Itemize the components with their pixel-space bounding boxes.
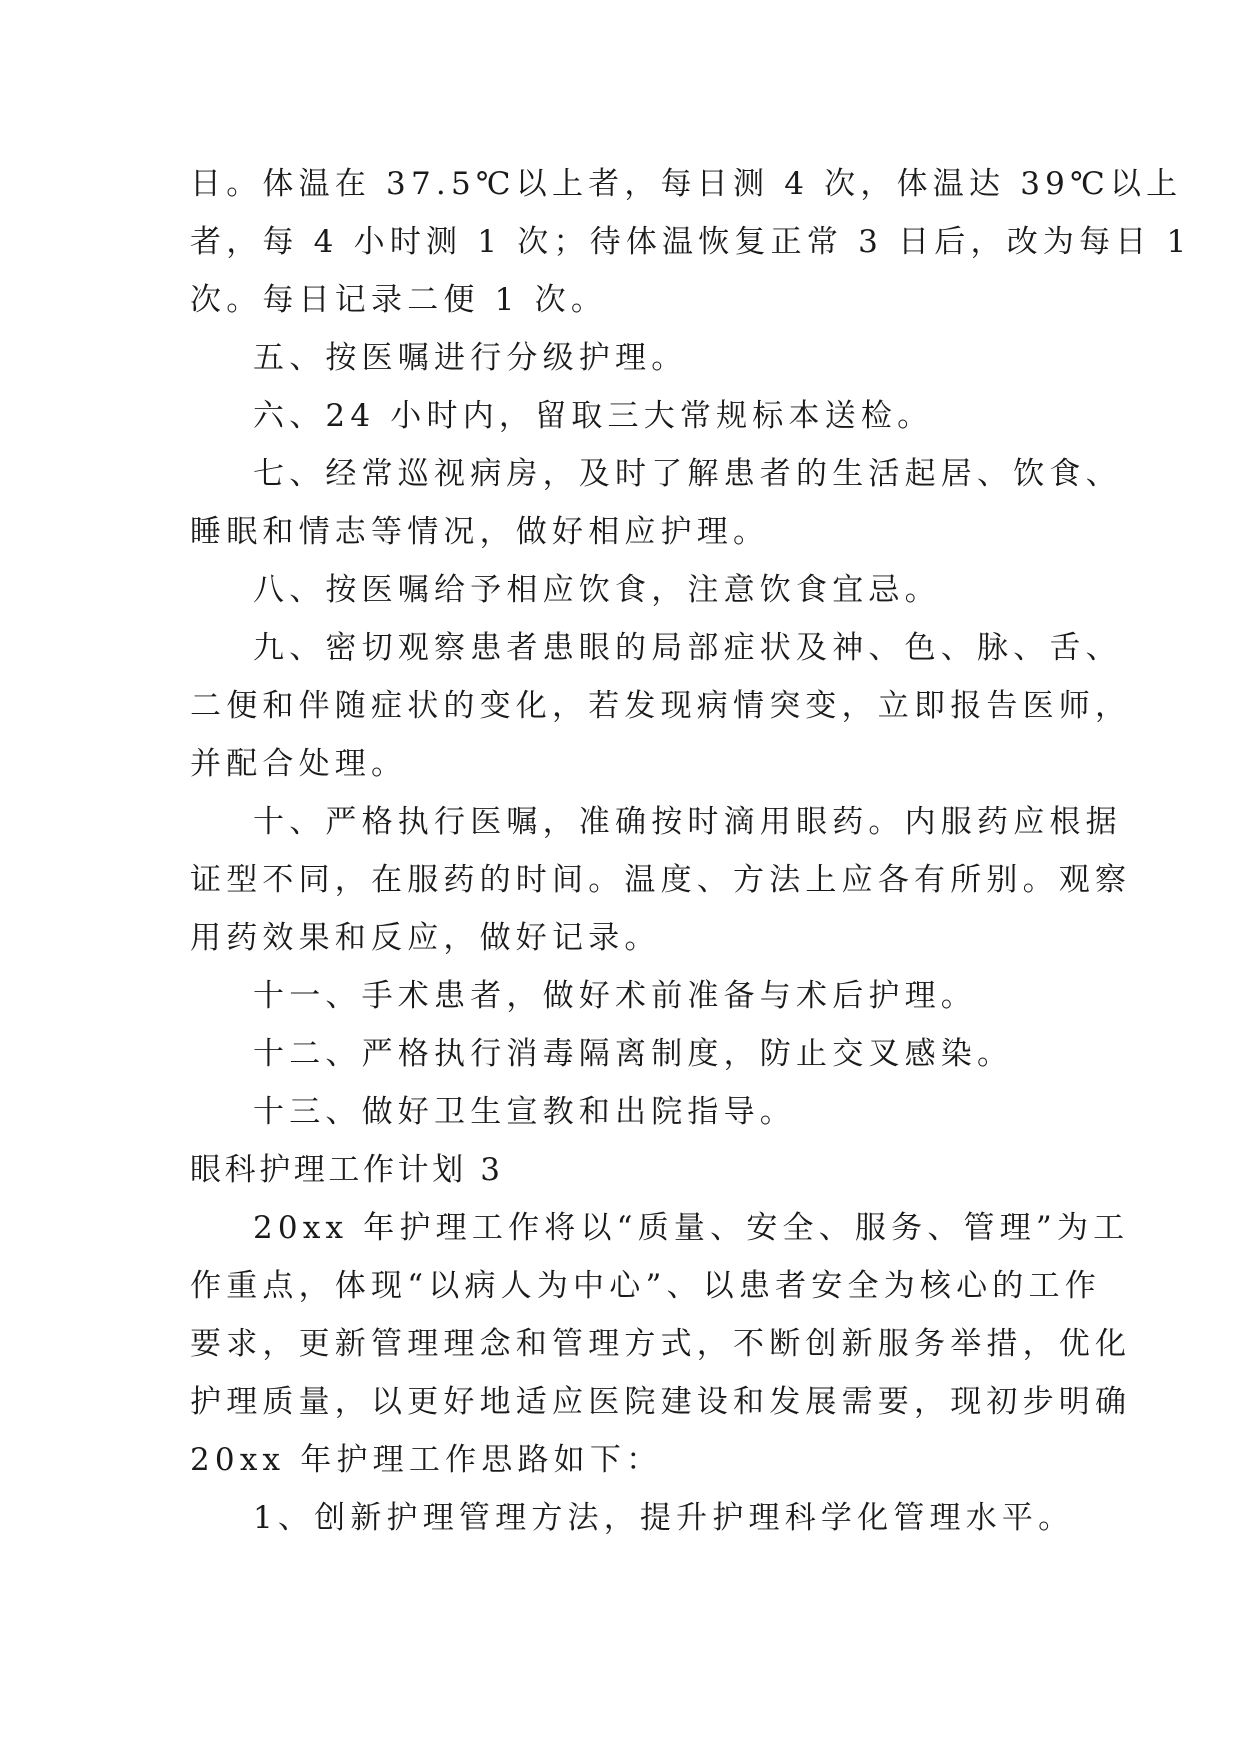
section-heading: 眼科护理工作计划 3 bbox=[190, 1152, 504, 1188]
paragraph-line: 要求，更新管理理念和管理方式，不断创新服务举措，优化 bbox=[190, 1326, 1132, 1362]
body-text-line: 并配合处理。 bbox=[190, 746, 408, 782]
body-text-line: 次。每日记录二便 1 次。 bbox=[190, 282, 608, 318]
body-text-line: 二便和伴随症状的变化，若发现病情突变，立即报告医师， bbox=[190, 688, 1132, 724]
paragraph-line: 20xx 年护理工作思路如下： bbox=[190, 1442, 663, 1478]
list-item-5: 五、按医嘱进行分级护理。 bbox=[253, 340, 688, 376]
body-text-line: 睡眠和情志等情况，做好相应护理。 bbox=[190, 514, 770, 550]
list-item-12: 十二、严格执行消毒隔离制度，防止交叉感染。 bbox=[253, 1036, 1014, 1072]
list-item-10: 十、严格执行医嘱，准确按时滴用眼药。内服药应根据 bbox=[253, 804, 1122, 840]
body-text-line: 者，每 4 小时测 1 次；待体温恢复正常 3 日后，改为每日 1 bbox=[190, 224, 1192, 260]
list-item-6: 六、24 小时内，留取三大常规标本送检。 bbox=[253, 398, 934, 434]
paragraph-line: 20xx 年护理工作将以“质量、安全、服务、管理”为工 bbox=[253, 1210, 1130, 1246]
paragraph-line: 作重点，体现“以病人为中心”、以患者安全为核心的工作 bbox=[190, 1268, 1101, 1304]
body-text-line: 证型不同，在服药的时间。温度、方法上应各有所别。观察 bbox=[190, 862, 1132, 898]
body-text-line: 用药效果和反应，做好记录。 bbox=[190, 920, 661, 956]
body-text-line: 日。体温在 37.5℃以上者，每日测 4 次，体温达 39℃以上 bbox=[190, 166, 1183, 202]
list-item-7: 七、经常巡视病房，及时了解患者的生活起居、饮食、 bbox=[253, 456, 1122, 492]
list-item-11: 十一、手术患者，做好术前准备与术后护理。 bbox=[253, 978, 977, 1014]
paragraph-line: 护理质量，以更好地适应医院建设和发展需要，现初步明确 bbox=[190, 1384, 1132, 1420]
list-item-9: 九、密切观察患者患眼的局部症状及神、色、脉、舌、 bbox=[253, 630, 1122, 666]
list-item-8: 八、按医嘱给予相应饮食，注意饮食宜忌。 bbox=[253, 572, 941, 608]
list-item-13: 十三、做好卫生宣教和出院指导。 bbox=[253, 1094, 796, 1130]
list-item-1: 1、创新护理管理方法，提升护理科学化管理水平。 bbox=[253, 1500, 1075, 1536]
